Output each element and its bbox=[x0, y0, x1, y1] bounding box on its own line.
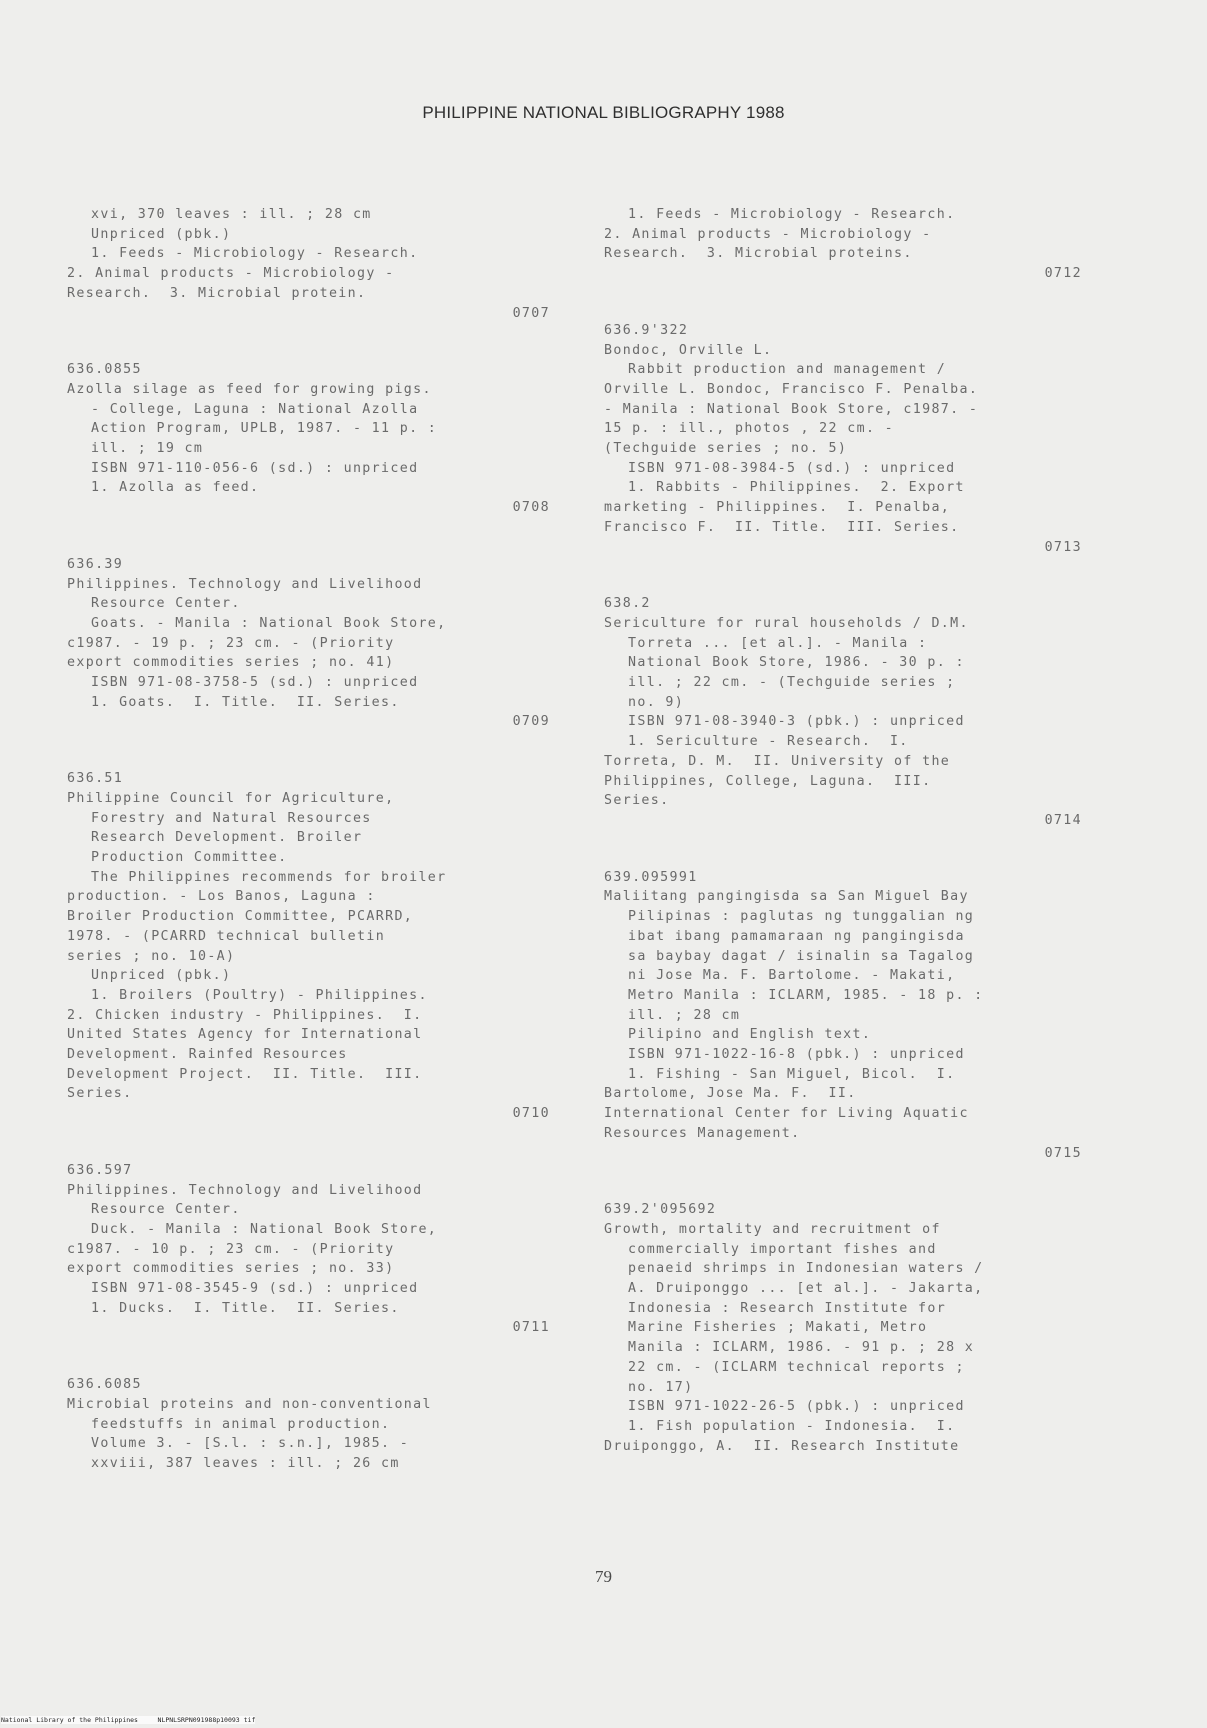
entry-text-line: 2. Animal products - Microbiology - bbox=[67, 266, 395, 282]
bibliography-entry bbox=[67, 360, 552, 518]
entry-text-line: ill. ; 22 cm. - (Techguide series ; bbox=[628, 675, 956, 691]
bibliography-entry bbox=[67, 1375, 552, 1474]
entry-text-line: Torreta ... [et al.]. - Manila : bbox=[628, 635, 928, 651]
bibliography-entry bbox=[604, 205, 1084, 284]
entry-number: 0714 bbox=[1044, 812, 1082, 828]
entry-number: 0707 bbox=[512, 305, 550, 321]
entry-text-line: Development. Rainfed Resources bbox=[67, 1047, 348, 1063]
entry-text-line: 2. Chicken industry - Philippines. I. bbox=[67, 1007, 423, 1023]
entry-text-line: sa baybay dagat / isinalin sa Tagalog bbox=[628, 948, 975, 964]
entry-text-line: Research. 3. Microbial proteins. bbox=[604, 246, 913, 262]
entry-text-line: 1. Broilers (Poultry) - Philippines. bbox=[91, 987, 428, 1003]
entry-text-line: Philippines. Technology and Livelihood bbox=[67, 1182, 423, 1198]
entry-text-line: Sericulture for rural households / D.M. bbox=[604, 615, 969, 631]
entry-text-line: Metro Manila : ICLARM, 1985. - 18 p. : bbox=[628, 987, 984, 1003]
classification-number: 636.51 bbox=[67, 771, 124, 787]
entry-text-line: Bartolome, Jose Ma. F. II. bbox=[604, 1086, 857, 1102]
entry-text-line: feedstuffs in animal production. bbox=[91, 1416, 391, 1432]
entry-text-line: 1. Fish population - Indonesia. I. bbox=[628, 1418, 956, 1434]
entry-text-line: Rabbit production and management / bbox=[628, 362, 947, 378]
bibliography-entry bbox=[604, 594, 1084, 830]
entry-text-line: A. Druiponggo ... [et al.]. - Jakarta, bbox=[628, 1281, 984, 1297]
entry-text-line: ill. ; 28 cm bbox=[628, 1007, 741, 1023]
entry-number: 0709 bbox=[512, 714, 550, 730]
entry-text-line: Orville L. Bondoc, Francisco F. Penalba. bbox=[604, 381, 979, 397]
entry-text-line: Resources Management. bbox=[604, 1125, 801, 1141]
bibliography-entry bbox=[604, 1200, 1084, 1456]
entry-text-line: - College, Laguna : National Azolla bbox=[91, 401, 419, 417]
entry-text-line: Manila : ICLARM, 1986. - 91 p. ; 28 x bbox=[628, 1340, 975, 1356]
entry-text-line: no. 17) bbox=[628, 1379, 694, 1395]
entry-text-line: export commodities series ; no. 33) bbox=[67, 1261, 395, 1277]
entry-text-line: xvi, 370 leaves : ill. ; 28 cm bbox=[91, 207, 372, 222]
classification-number: 638.2 bbox=[604, 596, 651, 612]
entry-number: 0710 bbox=[512, 1106, 550, 1122]
classification-number: 636.6085 bbox=[67, 1377, 142, 1393]
entry-text-line: 1. Feeds - Microbiology - Research. bbox=[91, 246, 419, 262]
entry-text-line: Azolla silage as feed for growing pigs. bbox=[67, 381, 432, 397]
entry-text-line: export commodities series ; no. 41) bbox=[67, 655, 395, 671]
entry-text-line: National Book Store, 1986. - 30 p. : bbox=[628, 655, 965, 671]
classification-number: 636.0855 bbox=[67, 362, 142, 378]
entry-text-line: The Philippines recommends for broiler bbox=[91, 869, 447, 885]
entry-number: 0711 bbox=[512, 1320, 550, 1336]
entry-text-line: Research Development. Broiler bbox=[91, 830, 363, 846]
entry-text-line: 1. Rabbits - Philippines. 2. Export bbox=[628, 480, 965, 496]
entry-text-line: 1. Ducks. I. Title. II. Series. bbox=[91, 1300, 400, 1316]
classification-number: 639.095991 bbox=[604, 869, 698, 885]
entry-text-line: Volume 3. - [S.l. : s.n.], 1985. - bbox=[91, 1436, 410, 1452]
entry-text-line: Production Committee. bbox=[91, 849, 288, 865]
right-column bbox=[604, 205, 1084, 1493]
entry-text-line: 1. Sericulture - Research. I. bbox=[628, 734, 909, 750]
entry-text-line: Series. bbox=[604, 793, 670, 809]
entry-text-line: Development Project. II. Title. III. bbox=[67, 1066, 423, 1082]
entry-number: 0708 bbox=[512, 500, 550, 516]
entry-text-line: (Techguide series ; no. 5) bbox=[604, 441, 848, 457]
entry-text-line: xxviii, 387 leaves : ill. ; 26 cm bbox=[91, 1455, 400, 1471]
entry-text-line: 1. Feeds - Microbiology - Research. bbox=[628, 207, 956, 222]
entry-text-line: Philippines. Technology and Livelihood bbox=[67, 576, 423, 592]
entry-text-line: penaeid shrimps in Indonesian waters / bbox=[628, 1261, 984, 1277]
entry-text-line: Indonesia : Research Institute for bbox=[628, 1300, 947, 1316]
classification-number: 636.597 bbox=[67, 1162, 133, 1178]
entry-text-line: Druiponggo, A. II. Research Institute bbox=[604, 1438, 960, 1454]
entry-text-line: commercially important fishes and bbox=[628, 1241, 937, 1257]
entry-text-line: Unpriced (pbk.) bbox=[91, 968, 232, 984]
entry-text-line: United States Agency for International bbox=[67, 1027, 423, 1043]
entry-text-line: Bondoc, Orville L. bbox=[604, 342, 773, 358]
entry-text-line: 2. Animal products - Microbiology - bbox=[604, 226, 932, 242]
entry-text-line: - Manila : National Book Store, c1987. - bbox=[604, 401, 979, 417]
entry-text-line: Series. bbox=[67, 1086, 133, 1102]
page-number: 79 bbox=[595, 1567, 612, 1586]
entry-number: 0713 bbox=[1044, 539, 1082, 555]
entry-text-line: no. 9) bbox=[628, 694, 685, 710]
entry-text-line: series ; no. 10-A) bbox=[67, 948, 236, 964]
entry-text-line: Pilipino and English text. bbox=[628, 1027, 872, 1043]
entry-text-line: Resource Center. bbox=[91, 1202, 241, 1218]
entry-text-line: 1. Fishing - San Miguel, Bicol. I. bbox=[628, 1066, 956, 1082]
entry-text-line: ISBN 971-08-3984-5 (sd.) : unpriced bbox=[628, 460, 956, 476]
entry-text-line: marketing - Philippines. I. Penalba, bbox=[604, 500, 951, 516]
entry-text-line: c1987. - 19 p. ; 23 cm. - (Priority bbox=[67, 635, 395, 651]
entry-text-line: Duck. - Manila : National Book Store, bbox=[91, 1221, 438, 1237]
entry-text-line: Research. 3. Microbial protein. bbox=[67, 285, 367, 301]
entry-text-line: Marine Fisheries ; Makati, Metro bbox=[628, 1320, 928, 1336]
left-column bbox=[67, 205, 552, 1511]
bibliography-entry bbox=[67, 769, 552, 1124]
bibliography-entry bbox=[67, 205, 552, 323]
entry-text-line: Pilipinas : paglutas ng tunggalian ng bbox=[628, 909, 975, 925]
entry-text-line: ill. ; 19 cm bbox=[91, 441, 204, 457]
entry-number: 0715 bbox=[1044, 1145, 1082, 1161]
entry-text-line: 15 p. : ill., photos , 22 cm. - bbox=[604, 421, 895, 437]
entry-text-line: c1987. - 10 p. ; 23 cm. - (Priority bbox=[67, 1241, 395, 1257]
entry-text-line: 1. Goats. I. Title. II. Series. bbox=[91, 694, 400, 710]
entry-text-line: Goats. - Manila : National Book Store, bbox=[91, 615, 447, 631]
entry-text-line: Unpriced (pbk.) bbox=[91, 226, 232, 242]
classification-number: 636.39 bbox=[67, 556, 124, 572]
entry-text-line: ISBN 971-08-3545-9 (sd.) : unpriced bbox=[91, 1281, 419, 1297]
entry-text-line: ISBN 971-110-056-6 (sd.) : unpriced bbox=[91, 460, 419, 476]
classification-number: 639.2'095692 bbox=[604, 1202, 717, 1218]
entry-text-line: Growth, mortality and recruitment of bbox=[604, 1221, 941, 1237]
entry-text-line: ISBN 971-1022-26-5 (pbk.) : unpriced bbox=[628, 1399, 965, 1415]
bibliography-entry bbox=[604, 321, 1084, 557]
entry-text-line: Forestry and Natural Resources bbox=[91, 810, 372, 826]
bibliography-entry bbox=[67, 555, 552, 732]
entry-text-line: 22 cm. - (ICLARM technical reports ; bbox=[628, 1359, 965, 1375]
entry-text-line: ibat ibang pamamaraan ng pangingisda bbox=[628, 928, 965, 944]
entry-text-line: production. - Los Banos, Laguna : bbox=[67, 889, 376, 905]
entry-text-line: Philippines, College, Laguna. III. bbox=[604, 773, 932, 789]
classification-number: 636.9'322 bbox=[604, 322, 689, 338]
entry-number: 0712 bbox=[1044, 266, 1082, 282]
entry-text-line: 1978. - (PCARRD technical bulletin bbox=[67, 928, 386, 944]
entry-text-line: Resource Center. bbox=[91, 596, 241, 612]
entry-text-line: Action Program, UPLB, 1987. - 11 p. : bbox=[91, 421, 438, 437]
entry-text-line: Maliitang pangingisda sa San Miguel Bay bbox=[604, 889, 969, 905]
entry-text-line: ISBN 971-1022-16-8 (pbk.) : unpriced bbox=[628, 1047, 965, 1063]
entry-text-line: ISBN 971-08-3940-3 (pbk.) : unpriced bbox=[628, 714, 965, 730]
bibliography-entry bbox=[67, 1161, 552, 1338]
bibliography-entry bbox=[604, 868, 1084, 1164]
entry-text-line: ni Jose Ma. F. Bartolome. - Makati, bbox=[628, 968, 956, 984]
entry-text-line: 1. Azolla as feed. bbox=[91, 480, 260, 496]
entry-text-line: International Center for Living Aquatic bbox=[604, 1106, 969, 1122]
entry-text-line: Broiler Production Committee, PCARRD, bbox=[67, 909, 414, 925]
entry-text-line: Microbial proteins and non-conventional bbox=[67, 1396, 432, 1412]
entry-text-line: ISBN 971-08-3758-5 (sd.) : unpriced bbox=[91, 675, 419, 691]
scan-footer-stamp: National Library of the Philippines NLPNLSRPN091988p10093 tif bbox=[1, 1716, 256, 1724]
entry-text-line: Torreta, D. M. II. University of the bbox=[604, 753, 951, 769]
entry-text-line: Francisco F. II. Title. III. Series. bbox=[604, 519, 960, 535]
entry-text-line: Philippine Council for Agriculture, bbox=[67, 790, 395, 806]
page-title: PHILIPPINE NATIONAL BIBLIOGRAPHY 1988 bbox=[422, 103, 785, 122]
